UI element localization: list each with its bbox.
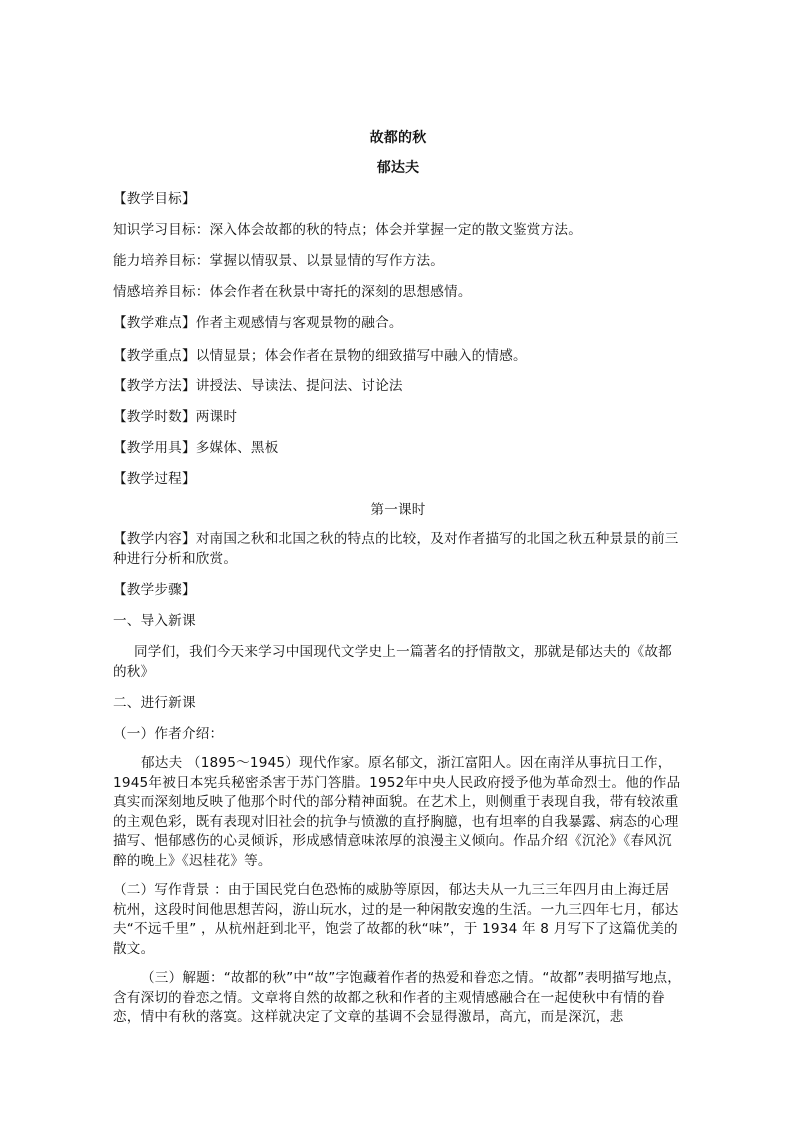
- hours: 【教学时数】两课时: [113, 409, 238, 425]
- lesson-one: 第一课时: [370, 502, 426, 518]
- part1-title: （一）作者介绍：: [113, 726, 224, 742]
- tools: 【教学用具】多媒体、黑板: [113, 440, 279, 456]
- goal-knowledge: 知识学习目标：深入体会故都的秋的特点；体会并掌握一定的散文鉴赏方法。: [113, 222, 582, 238]
- process: 【教学过程】: [113, 471, 196, 487]
- step2-title: 二、进行新课: [113, 695, 196, 711]
- document-page: [113, 128, 683, 1028]
- difficulty: 【教学难点】作者主观感情与客观景物的融合。: [113, 315, 403, 331]
- goal-emotion: 情感培养目标：体会作者在秋景中寄托的深刻的思想感情。: [113, 284, 472, 300]
- goal-ability: 能力培养目标：掌握以情驭景、以景显情的写作方法。: [113, 253, 445, 269]
- steps: 【教学步骤】: [113, 582, 196, 598]
- methods: 【教学方法】讲授法、导读法、提问法、讨论法: [113, 378, 403, 394]
- heading-goals: 【教学目标】: [113, 191, 196, 207]
- doc-author: 郁达夫: [376, 160, 420, 176]
- content: 【教学内容】对南国之秋和北国之秋的特点的比较，及对作者描写的北国之秋五种景景的前三种进行分析和欣赏。: [113, 531, 679, 567]
- part1-text: 郁达夫 （1895～1945）现代作家。原名郁文，浙江富阳人。因在南洋从事抗日工作，1945年被日本宪兵秘密杀害于苏门答腊。1952年中央人民政府授予他为革命烈士。他的作品真实而深刻地反映了他那个时代的部分精神面貌。在艺术上，则侧重于表现自我，带有较浓重的主观色彩，既有表现对旧社会的抗争与愤激的直抒胸臆，也有坦率的自我暴露、病态的心理描写、悒郁感伤的心灵倾诉，形成感情意味浓厚的浪漫主义倾向。作品介绍《沉沦》《春风沉醉的晚上》《迟桂花》等。: [113, 755, 681, 869]
- part3-text: （三）解题：“故都的秋”中“故”字饱藏着作者的热爱和眷恋之情。“故都”表明描写地点，含有深切的眷恋之情。文章将自然的故都之秋和作者的主观情感融合在一起使秋中有情的眷恋，情中有秋的落寞。这样就决定了文章的基调不会显得激昂，高亢，而是深沉，悲: [113, 970, 682, 1025]
- part2-text: （二）写作背景 ：由于国民党白色恐怖的威胁等原因，郁达夫从一九三三年四月由上海迁居杭州，这段时间他思想苦闷，游山玩水，过的是一种闲散安逸的生活。一九三四年七月，郁达夫“不远千里” ，从杭州赶到北平，饱尝了故都的秋“味”，于 1934 年 8 月写下了这篇优美的散文。: [113, 882, 679, 957]
- step1-text: 同学们，我们今天来学习中国现代文学史上一篇著名的抒情散文，那就是郁达夫的《故都的秋》: [113, 644, 672, 680]
- step1-title: 一、导入新课: [113, 613, 196, 629]
- doc-title: 故都的秋: [369, 130, 427, 146]
- key-point: 【教学重点】以情显景；体会作者在景物的细致描写中融入的情感。: [113, 348, 527, 364]
